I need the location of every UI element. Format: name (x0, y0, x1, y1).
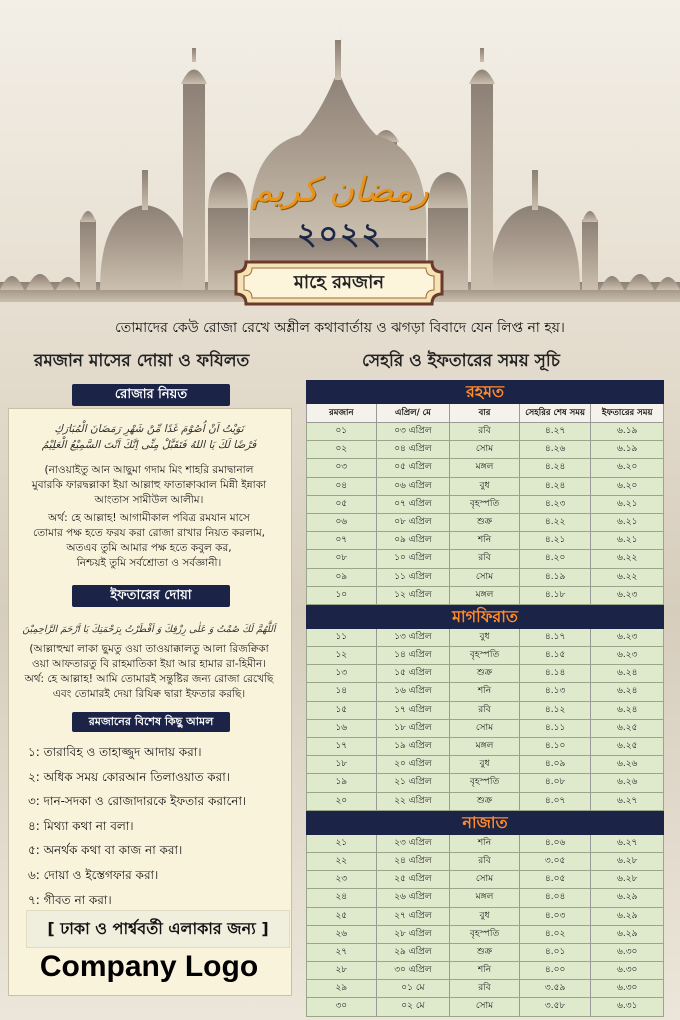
table-cell: ৬.২১ (617, 535, 638, 546)
table-cell: ২৭ (307, 944, 377, 961)
table-cell: ৬.২৯ (617, 892, 638, 903)
table-cell: ০৮ এপ্রিল (377, 514, 451, 531)
table-row (306, 774, 664, 792)
table-cell: ০৪ (307, 478, 377, 495)
table-cell: ৬.২১ (617, 498, 638, 509)
iftar-arabic: اَللَّهُمَّ لَكَ صُمْتُ وَ عَلٰى رِزْقِكَ وَ اَفْطَرْتُ بِرَحْمَتِكَ يَا اَرْحَمَ الرَّاحِمِيْنَ (22, 624, 276, 635)
table-cell: ৬.২৫ (617, 741, 638, 751)
table-cell: বুধ (450, 908, 520, 925)
table-cell: ৩০ (307, 998, 377, 1015)
table-cell: শনি (450, 962, 520, 979)
table-cell: মঙ্গল (450, 587, 520, 604)
table-row (306, 587, 664, 605)
table-cell: বুধ (450, 629, 520, 646)
section-title-2: নাজাত (306, 811, 664, 835)
year-title: ২০২২ (296, 217, 384, 252)
table-cell: ১১ এপ্রিল (377, 569, 451, 586)
table-cell: ৪.১৯ (520, 569, 592, 586)
company-logo: Company Logo (39, 950, 259, 983)
table-cell: ৪.২১ (520, 532, 592, 549)
table-row (306, 441, 664, 459)
table-row (306, 478, 664, 496)
table-cell: ৬.১৯ (617, 444, 638, 455)
table-row (306, 569, 664, 587)
table-row (306, 756, 664, 774)
table-cell: ০৫ (307, 496, 377, 513)
table-header (306, 404, 664, 423)
table-cell: শুক্র (450, 665, 520, 682)
table-row (306, 853, 664, 871)
table-row (306, 738, 664, 756)
table-cell: ৪.০২ (520, 926, 592, 943)
table-cell: ৬.২৫ (617, 722, 638, 733)
table-cell: সোম (450, 871, 520, 888)
table-cell: ৬.৩০ (616, 965, 638, 976)
table-cell: শনি (450, 532, 520, 549)
table-cell: ১৪ (307, 683, 377, 700)
table-cell: ৬.৩১ (617, 1001, 638, 1012)
table-cell: ৪.১৫ (520, 647, 592, 664)
table-cell: ৪.০৬ (520, 835, 592, 852)
table-row (306, 998, 664, 1016)
table-cell: ১৪ এপ্রিল (377, 647, 451, 664)
table-row (306, 702, 664, 720)
table-cell: মঙ্গল (450, 459, 520, 476)
schedule-table (306, 380, 664, 1017)
niyat-arabic-line-2: فَرْضًا لَكَ يَا اللهُ فَتَقَبَّلْ مِنِّى اِنَّكَ اَنْتَ السَّمِيْعُ الْعَلِيْمُ (41, 439, 257, 451)
table-cell: ৬.২২ (616, 571, 638, 582)
table-cell: রবি (450, 550, 520, 567)
column-header: ইফতারের সময় (601, 408, 653, 418)
table-row (306, 514, 664, 532)
table-cell: ৪.০৫ (520, 871, 592, 888)
table-cell: ৪.২২ (520, 514, 592, 531)
table-cell: ০৫ এপ্রিল (377, 459, 451, 476)
list-item: ৪: মিথ্যা কথা না বলা। (28, 818, 134, 833)
table-cell: ৪.০৭ (520, 793, 592, 810)
iftar-dua-title: ইফতারের দোয়া (72, 585, 230, 607)
section-title-0: রহমত (306, 380, 664, 404)
table-cell: ১০ এপ্রিল (377, 550, 451, 567)
schedule-heading: সেহরি ও ইফতারের সময় সূচি (362, 351, 560, 371)
dua-section-heading: রমজান মাসের দোয়া ও ফযিলত (34, 351, 250, 371)
table-row (306, 683, 664, 701)
table-cell: ৬.২৩ (616, 589, 638, 600)
table-cell: রবি (450, 853, 520, 870)
iftar-meaning-2: এবং তোমারই দেয়া রিযিক্ব দ্বারা ইফতার করছি। (52, 688, 246, 700)
table-cell: ৪.১৪ (520, 665, 592, 682)
table-cell: ৩.৫৮ (520, 998, 592, 1015)
list-item: ৩: দান-সদকা ও রোজাদারকে ইফতার করানো। (28, 794, 247, 809)
table-row (306, 926, 664, 944)
table-cell: ২০ এপ্রিল (377, 756, 451, 773)
table-cell: ৬.২৪ (617, 686, 638, 697)
table-cell: ৬.২৪ (617, 668, 638, 679)
table-cell: ০৯ (307, 569, 377, 586)
table-cell: ২৬ এপ্রিল (377, 889, 451, 906)
table-cell: ০৯ এপ্রিল (377, 532, 451, 549)
niyat-pronunciation-2: মুবারকি ফারদ্বল্লাকা ইয়া আল্লাহু ফাতাক্বাব্বাল মিন্নী ইন্নাকা (31, 479, 267, 491)
table-row (306, 793, 664, 811)
table-cell: মঙ্গল (450, 889, 520, 906)
table-cell: ০৩ এপ্রিল (377, 423, 451, 440)
niyat-meaning-3: অতএব তুমি আমার পক্ষ হতে কবুল কর, (66, 542, 232, 554)
table-cell: ০২ (307, 441, 377, 458)
table-cell: ১৩ (307, 665, 377, 682)
table-cell: ০৭ এপ্রিল (377, 496, 451, 513)
table-row (306, 944, 664, 962)
table-cell: ৩.০৫ (520, 853, 592, 870)
table-cell: ২১ (307, 835, 377, 852)
niyat-meaning-1: অর্থ: হে আল্লাহ! আগামীকাল পবিত্র রমযান মাসে (48, 512, 250, 524)
table-cell: শুক্র (450, 793, 520, 810)
table-cell: ৬.২৪ (617, 704, 638, 715)
table-cell: ৪.০৪ (520, 889, 592, 906)
table-cell: ২৮ (307, 962, 377, 979)
column-header: সেহরির শেষ সময় (520, 404, 592, 422)
list-item: ২: অধিক সময় কোরআন তিলাওয়াত করা। (28, 769, 231, 784)
table-cell: ৪.২০ (520, 550, 592, 567)
table-cell: বুধ (450, 478, 520, 495)
table-cell: রবি (450, 423, 520, 440)
table-cell: ৬.১৯ (617, 426, 638, 436)
table-cell: ৬.২৬ (616, 777, 638, 788)
table-cell: ৪.০৮ (520, 774, 592, 791)
table-row (306, 423, 664, 441)
table-cell: ২৯ এপ্রিল (377, 944, 451, 961)
table-cell: সোম (450, 720, 520, 737)
niyat-meaning-2: তোমার পক্ষ হতে ফরয করা রোজা রাখার নিয়ত করলাম, (33, 527, 265, 539)
table-row (306, 889, 664, 907)
table-cell: সোম (450, 441, 520, 458)
iftar-pronunciation-1: (আল্লাহুম্মা লাকা ছুমতু ওয়া তাওয়াক্কালতু আলা রিজক্বিকা (29, 643, 269, 655)
table-cell: ৪.২৪ (520, 478, 592, 495)
table-cell: ১২ এপ্রিল (377, 587, 451, 604)
table-cell: ৩.৫৯ (520, 980, 592, 997)
column-header: রমজান (307, 404, 377, 422)
table-cell: ১৫ (307, 702, 377, 719)
table-cell: ১৯ এপ্রিল (377, 738, 451, 755)
list-item: ৫: অনর্থক কথা বা কাজ না করা। (28, 843, 183, 858)
table-cell: ৬.২৮ (617, 874, 638, 885)
iftar-pronunciation-2: ওয়া আফতারতু বি রাহমাতিকা ইয়া আর হামার রা-হিমীন। (31, 658, 267, 670)
table-cell: শুক্র (450, 944, 520, 961)
table-cell: ২৬ (307, 926, 377, 943)
table-cell: ১৮ এপ্রিল (377, 720, 451, 737)
table-row (306, 665, 664, 683)
table-cell: ০৩ (307, 459, 377, 476)
table-cell: ৪.০৯ (520, 756, 592, 773)
table-cell: ৪.২৭ (520, 423, 592, 440)
table-cell: ৬.২৩ (616, 631, 638, 642)
table-cell: ৪.২৪ (520, 459, 592, 476)
table-cell: ১১ (307, 629, 377, 646)
table-cell: শনি (450, 683, 520, 700)
table-row (306, 980, 664, 998)
table-cell: ৬.২০ (616, 480, 638, 491)
table-cell: ৪.১০ (520, 738, 592, 755)
table-cell: ৬.২১ (617, 516, 638, 527)
table-cell: ২১ এপ্রিল (377, 774, 451, 791)
table-cell: ৬.২৯ (617, 928, 638, 939)
amal-title: রমজানের বিশেষ কিছু আমল (72, 712, 230, 732)
table-cell: ৪.১১ (520, 720, 592, 737)
table-cell: বৃহস্পতি (450, 647, 520, 664)
table-cell: ২৯ (307, 980, 377, 997)
table-row (306, 871, 664, 889)
table-cell: ২৩ এপ্রিল (377, 835, 451, 852)
table-cell: মঙ্গল (450, 738, 520, 755)
table-cell: ৬.২২ (616, 553, 638, 564)
table-cell: ৬.২৯ (617, 910, 638, 921)
ramadan-kareem-calligraphy: رمضان كريم (251, 170, 429, 210)
niyat-title: রোজার নিয়ত (72, 384, 230, 406)
table-row (306, 629, 664, 647)
table-cell: ২৫ এপ্রিল (377, 871, 451, 888)
table-cell: ৪.১৮ (520, 587, 592, 604)
intro-hadith: তোমাদের কেউ রোজা রেখে অশ্লীল কথাবার্তায় ও ঝগড়া বিবাদে যেন লিপ্ত না হয়। (115, 320, 565, 336)
table-cell: ২৭ এপ্রিল (377, 908, 451, 925)
table-cell: ২৫ (307, 908, 377, 925)
table-cell: ৬.২৬ (616, 759, 638, 770)
niyat-pronunciation-1: (নাওয়াইতু আন আছুমা গদাম মিং শাহরি রমাদ্বানাল (44, 464, 254, 476)
table-cell: ০১ (307, 423, 377, 440)
iftar-meaning-1: অর্থ: হে আল্লাহ! আমি তোমারই সন্তুষ্টির জন্য রোজা রেখেছি (24, 673, 274, 685)
niyat-arabic-line-1: نَوَيْتُ اَنْ اُصُوْمَ غَدًا مِّنْ شَهْرِ رَمَضَانَ الْمُبَارَكِ (54, 423, 244, 435)
table-cell: ৩০ এপ্রিল (377, 962, 451, 979)
area-label: [ ঢাকা ও পার্শ্ববর্তী এলাকার জন্য ] (26, 910, 290, 948)
banner-text: মাহে রমজান (293, 272, 385, 293)
table-cell: বৃহস্পতি (450, 926, 520, 943)
table-cell: ১৯ (307, 774, 377, 791)
table-cell: রবি (450, 702, 520, 719)
table-cell: ৬.২০ (616, 462, 638, 473)
table-row (306, 496, 664, 514)
table-cell: সোম (450, 998, 520, 1015)
table-cell: ১৭ এপ্রিল (377, 702, 451, 719)
column-header: বার (450, 404, 520, 422)
table-cell: ৪.২৬ (520, 441, 592, 458)
table-cell: ৪.১৭ (520, 629, 592, 646)
table-cell: বুধ (450, 756, 520, 773)
table-cell: বৃহস্পতি (450, 774, 520, 791)
table-cell: ৬.২৮ (617, 855, 638, 866)
table-cell: ৬.২৩ (616, 650, 638, 661)
table-cell: ৬.৩০ (616, 983, 638, 994)
table-cell: ১৭ (307, 738, 377, 755)
table-cell: ৬.২৭ (616, 837, 638, 848)
column-header: এপ্রিল/ মে (377, 404, 451, 422)
table-cell: ১২ (307, 647, 377, 664)
table-cell: ০৮ (307, 550, 377, 567)
table-cell: ৪.০৩ (520, 908, 592, 925)
table-row (306, 720, 664, 738)
niyat-pronunciation-3: আংতাস সামীউল আলীম। (94, 494, 204, 506)
table-row (306, 532, 664, 550)
table-cell: ২২ (307, 853, 377, 870)
table-cell: সোম (450, 569, 520, 586)
list-item: ১: তারাবিহ ও তাহাজ্জুদ আদায় করা। (28, 745, 202, 759)
table-cell: ১৬ (307, 720, 377, 737)
table-cell: ১০ (307, 587, 377, 604)
table-cell: ৬.২৭ (616, 795, 638, 806)
table-cell: ০৪ এপ্রিল (377, 441, 451, 458)
table-cell: ৪.১২ (520, 702, 592, 719)
table-cell: ২৪ (307, 889, 377, 906)
table-cell: ২০ (307, 793, 377, 810)
table-cell: ২৩ (307, 871, 377, 888)
table-cell: ৪.২৩ (520, 496, 592, 513)
table-cell: শুক্র (450, 514, 520, 531)
niyat-meaning-4: নিশ্চয়ই তুমি সর্বশ্রোতা ও সর্বজ্ঞানী। (76, 557, 222, 569)
table-cell: ০১ মে (377, 980, 451, 997)
amal-list (28, 740, 288, 912)
table-cell: বৃহস্পতি (450, 496, 520, 513)
table-row (306, 835, 664, 853)
table-cell: ১৩ এপ্রিল (377, 629, 451, 646)
table-cell: ০৬ (307, 514, 377, 531)
table-cell: ২৮ এপ্রিল (377, 926, 451, 943)
table-cell: ৪.১৩ (520, 683, 592, 700)
list-item: ৭: গীবত না করা। (28, 892, 112, 907)
table-cell: ১৮ (307, 756, 377, 773)
list-item: ৬: দোয়া ও ইস্তেগফার করা। (28, 867, 159, 882)
section-title-1: মাগফিরাত (306, 605, 664, 629)
table-cell: শনি (450, 835, 520, 852)
table-row (306, 550, 664, 568)
table-row (306, 962, 664, 980)
table-cell: ৪.০০ (520, 962, 592, 979)
table-row (306, 647, 664, 665)
table-cell: ৪.০১ (520, 944, 592, 961)
table-cell: ০২ মে (377, 998, 451, 1015)
mahe-ramadan-banner (232, 258, 446, 308)
table-cell: ১৫ এপ্রিল (377, 665, 451, 682)
table-cell: ২৪ এপ্রিল (377, 853, 451, 870)
table-row (306, 908, 664, 926)
table-cell: ০৭ (307, 532, 377, 549)
table-cell: ২২ এপ্রিল (377, 793, 451, 810)
table-cell: ১৬ এপ্রিল (377, 683, 451, 700)
table-row (306, 459, 664, 477)
table-cell: রবি (450, 980, 520, 997)
table-cell: ৬.৩০ (616, 946, 638, 957)
table-cell: ০৬ এপ্রিল (377, 478, 451, 495)
